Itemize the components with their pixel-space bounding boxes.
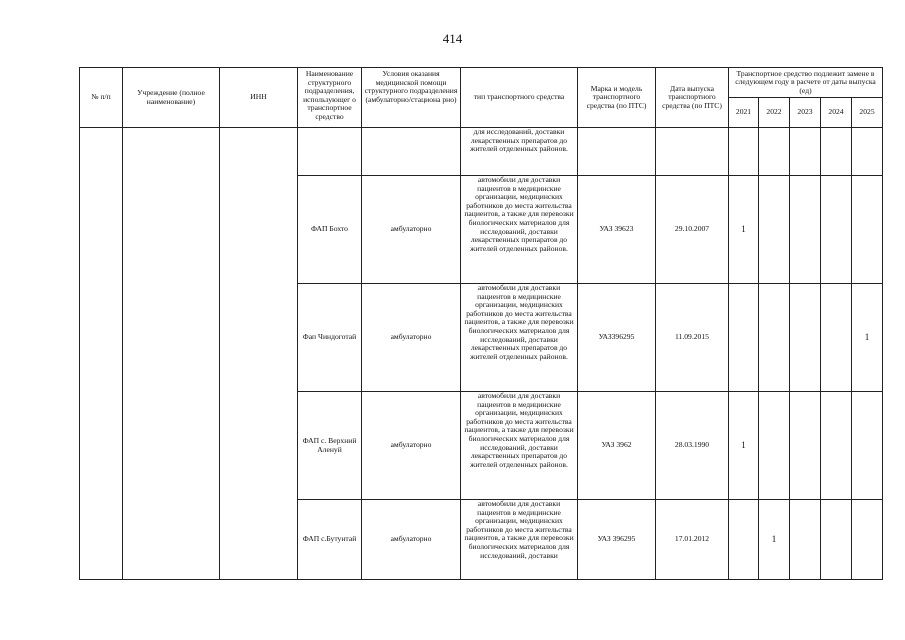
cell-subdivision: ФАП с.Бутунтай bbox=[298, 500, 362, 580]
cell-mark bbox=[852, 176, 883, 284]
header-year: 2024 bbox=[821, 98, 852, 128]
header-num: № п/п bbox=[80, 68, 123, 128]
cell-mark bbox=[790, 392, 821, 500]
cell-mark bbox=[729, 284, 759, 392]
cell-date: 17.01.2012 bbox=[656, 500, 729, 580]
cell-date: 28.03.1990 bbox=[656, 392, 729, 500]
cell-date bbox=[656, 128, 729, 176]
header-inn: ИНН bbox=[220, 68, 298, 128]
cell-vehicle-type: автомобили для доставки пациентов в медицинские организации, медицинских работников до места жительства пациентов, а также для перевозки биологических материалов для исследований, доставки лекарственных препаратов до жителей отделенных районов. bbox=[461, 392, 578, 500]
cell-brand bbox=[578, 128, 656, 176]
cell-conditions bbox=[362, 128, 461, 176]
cell-mark bbox=[729, 500, 759, 580]
cell-institution bbox=[123, 128, 220, 580]
cell-mark bbox=[759, 128, 790, 176]
header-issue-date: Дата выпуска транспортного средства (по ПТС) bbox=[656, 68, 729, 128]
cell-mark bbox=[821, 176, 852, 284]
cell-mark bbox=[790, 176, 821, 284]
cell-date: 29.10.2007 bbox=[656, 176, 729, 284]
cell-conditions: амбулаторно bbox=[362, 392, 461, 500]
cell-subdivision: ФАП Бохто bbox=[298, 176, 362, 284]
cell-brand: УАЗ 39623 bbox=[578, 176, 656, 284]
cell-mark bbox=[790, 128, 821, 176]
cell-inn bbox=[220, 128, 298, 580]
header-subdivision: Наименование структурного подразделения, использующег о транспортное средство bbox=[298, 68, 362, 128]
cell-mark bbox=[821, 500, 852, 580]
cell-subdivision bbox=[298, 128, 362, 176]
cell-conditions: амбулаторно bbox=[362, 500, 461, 580]
cell-mark: 1 bbox=[852, 284, 883, 392]
header-brand: Марка и модель транспортного средства (по ПТС) bbox=[578, 68, 656, 128]
cell-vehicle-type: автомобили для доставки пациентов в медицинские организации, медицинских работников до места жительства пациентов, а также для перевозки биологических материалов для исследований, доставки bbox=[461, 500, 578, 580]
cell-date: 11.09.2015 bbox=[656, 284, 729, 392]
header-year: 2021 bbox=[729, 98, 759, 128]
vehicle-table bbox=[79, 67, 883, 580]
cell-mark bbox=[821, 284, 852, 392]
cell-brand: УАЗ 396295 bbox=[578, 500, 656, 580]
cell-mark bbox=[821, 392, 852, 500]
cell-num bbox=[80, 128, 123, 580]
header-year: 2022 bbox=[759, 98, 790, 128]
cell-brand: УАЗ396295 bbox=[578, 284, 656, 392]
cell-mark bbox=[790, 284, 821, 392]
header-institution: Учреждение (полное наименование) bbox=[123, 68, 220, 128]
cell-mark bbox=[852, 392, 883, 500]
header-conditions: Условия оказания медицинской помощи структурного подразделения (амбулаторно/стациона рно) bbox=[362, 68, 461, 128]
cell-conditions: амбулаторно bbox=[362, 284, 461, 392]
cell-subdivision: ФАП с. Верхний Аленуй bbox=[298, 392, 362, 500]
cell-subdivision: Фап Чиндоготай bbox=[298, 284, 362, 392]
table-row bbox=[80, 128, 883, 176]
cell-mark: 1 bbox=[729, 176, 759, 284]
cell-mark: 1 bbox=[759, 500, 790, 580]
cell-vehicle-type: автомобили для доставки пациентов в медицинские организации, медицинских работников до места жительства пациентов, а также для перевозки биологических материалов для исследований, доставки лекарственных препаратов до жителей отделенных районов. bbox=[461, 284, 578, 392]
header-year: 2023 bbox=[790, 98, 821, 128]
cell-mark bbox=[790, 500, 821, 580]
page-number: 414 bbox=[442, 31, 463, 46]
cell-vehicle-type: для исследований, доставки лекарственных препаратов до жителей отделенных районов. bbox=[461, 128, 578, 176]
cell-mark bbox=[759, 176, 790, 284]
cell-mark bbox=[729, 128, 759, 176]
cell-mark bbox=[852, 128, 883, 176]
cell-vehicle-type: автомобили для доставки пациентов в медицинские организации, медицинских работников до места жительства пациентов, а также для перевозки биологических материалов для исследований, доставки лекарственных препаратов до жителей отделенных районов. bbox=[461, 176, 578, 284]
cell-mark bbox=[759, 392, 790, 500]
header-replacement: Транспортное средство подлежит замене в следующем году в расчете от даты выпуска (ед) bbox=[729, 68, 883, 98]
cell-conditions: амбулаторно bbox=[362, 176, 461, 284]
header-vehicle-type: тип транспортного средства bbox=[461, 68, 578, 128]
cell-mark bbox=[821, 128, 852, 176]
header-year: 2025 bbox=[852, 98, 883, 128]
cell-brand: УАЗ 3962 bbox=[578, 392, 656, 500]
cell-mark bbox=[852, 500, 883, 580]
cell-mark: 1 bbox=[729, 392, 759, 500]
cell-mark bbox=[759, 284, 790, 392]
